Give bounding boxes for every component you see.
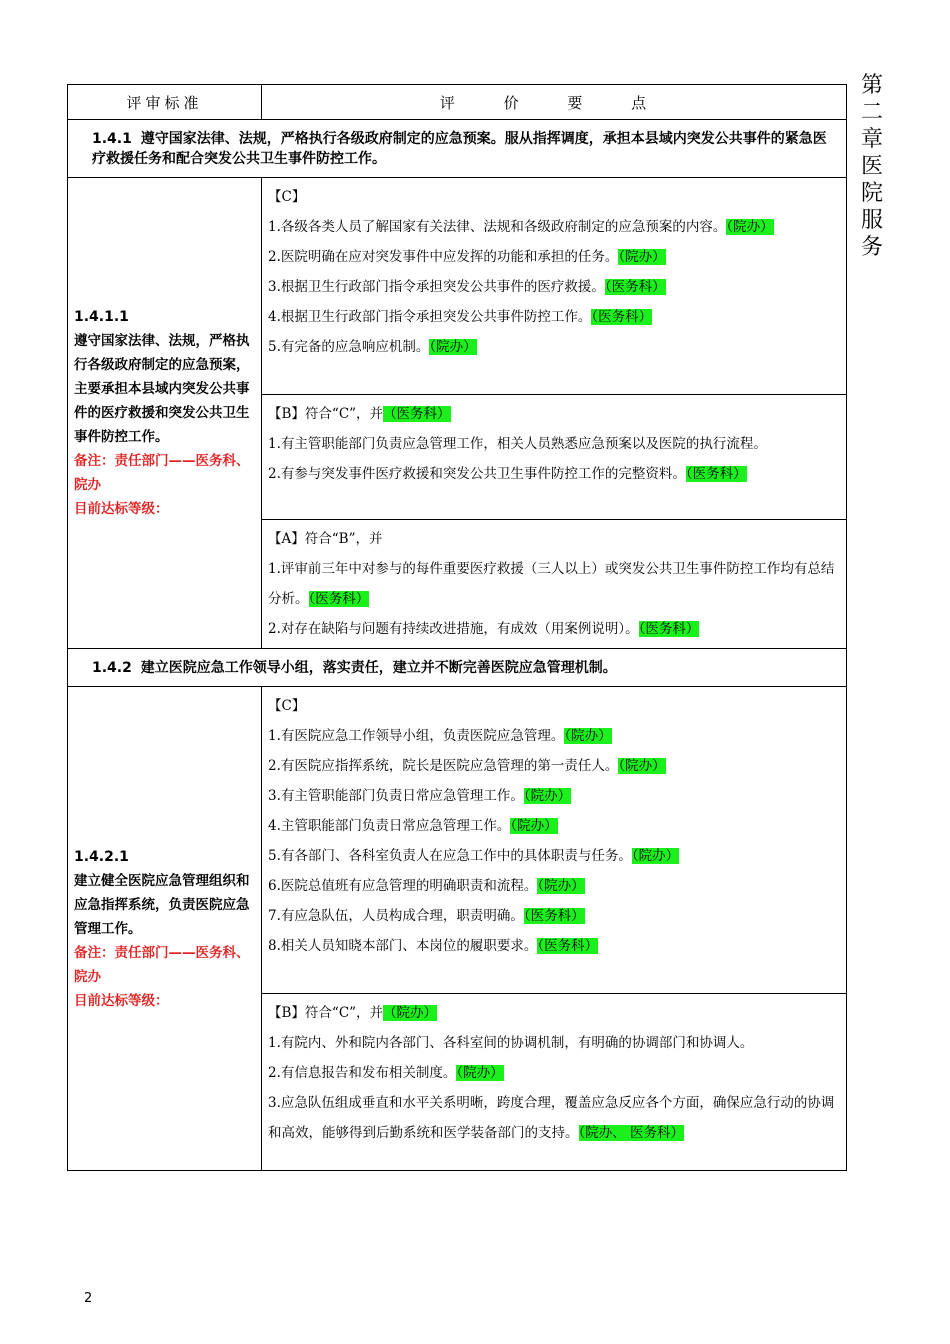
list-item: 2.医院明确在应对突发事件中应发挥的功能和承担的任务。（院办） [268, 249, 666, 265]
list-item: 2.有信息报告和发布相关制度。（院办） [268, 1065, 504, 1081]
list-item: 2.对存在缺陷与问题有持续改进措施，有成效（用案例说明）。（医务科） [268, 621, 700, 637]
dept-tag: （医务科） [685, 466, 747, 482]
dept-tag: （医务科） [638, 621, 700, 637]
dept-tag: （医务科） [308, 591, 370, 607]
page-number: 2 [84, 1291, 93, 1306]
standard-code: 1.4.2.1 [74, 848, 129, 865]
list-item: 6.医院总值班有应急管理的明确职责和流程。（院办） [268, 878, 585, 894]
standard-description: 遵守国家法律、法规，严格执行各级政府制定的应急预案，主要承担本县域内突发公共事件的医疗救援和突发公共卫生事件防控工作。 [74, 333, 250, 445]
dept-tag: （医务科） [604, 279, 666, 295]
list-item: 4.主管职能部门负责日常应急管理工作。（院办） [268, 818, 558, 834]
grade-b-cell [262, 994, 847, 1171]
dept-tag: （院办） [618, 758, 666, 774]
grade-b-cell [262, 395, 847, 520]
grade-heading: 【B】符合“C”，并（院办） [268, 1005, 438, 1021]
standard-description: 建立健全医院应急管理组织和应急指挥系统，负责医院应急管理工作。 [74, 872, 250, 937]
current-level-label: 目前达标等级： [74, 501, 169, 517]
dept-tag: （医务科） [591, 309, 653, 325]
header-standard: 评审标准 [68, 85, 262, 120]
dept-tag: （院办） [383, 1005, 438, 1021]
dept-tag: （院办） [523, 788, 572, 804]
section-1-4-1 [68, 120, 847, 178]
dept-tag: （医务科） [523, 908, 585, 924]
list-item: 5.有各部门、各科室负责人在应急工作中的具体职责与任务。（院办） [268, 848, 680, 864]
dept-tag: （医务科） [383, 406, 451, 422]
list-item: 3.应急队伍组成垂直和水平关系明晰，跨度合理，覆盖应急反应各个方面，确保应急行动的协调和高效，能够得到后勤系统和医学装备部门的支持。（院办、 医务科） [268, 1095, 835, 1141]
list-item: 4.根据卫生行政部门指令承担突发公共事件防控工作。（医务科） [268, 309, 653, 325]
dept-tag: （院办、 医务科） [578, 1125, 685, 1141]
dept-tag: （院办） [726, 219, 774, 235]
responsible-dept-note: 备注：责任部门——医务科、院办 [74, 453, 250, 493]
list-item: 1.各级各类人员了解国家有关法律、法规和各级政府制定的应急预案的内容。（院办） [268, 219, 774, 235]
header-evaluation: 评 价 要 点 [262, 85, 847, 120]
grade-c-cell [262, 687, 847, 994]
list-item: 5.有完备的应急响应机制。（院办） [268, 339, 477, 355]
dept-tag: （医务科） [537, 938, 599, 954]
list-item: 1.有院内、外和院内各部门、各科室间的协调机制，有明确的协调部门和协调人。 [268, 1035, 754, 1051]
section-number: 1.4.2 [92, 660, 132, 676]
section-row [68, 649, 847, 687]
grade-c-cell [262, 178, 847, 395]
current-level-label: 目前达标等级： [74, 992, 169, 1009]
grade-a-cell [262, 520, 847, 649]
dept-tag: （院办） [631, 848, 680, 864]
section-1-4-2 [68, 649, 847, 687]
list-item: 3.有主管职能部门负责日常应急管理工作。（院办） [268, 788, 572, 804]
standards-table [67, 84, 847, 1171]
list-item: 1.有主管职能部门负责应急管理工作，相关人员熟悉应急预案以及医院的执行流程。 [268, 436, 767, 452]
list-item: 7.有应急队伍，人员构成合理，职责明确。（医务科） [268, 908, 585, 924]
standard-cell-1-4-1-1 [68, 178, 262, 649]
table-row [68, 178, 847, 395]
section-row [68, 120, 847, 178]
list-item: 1.有医院应急工作领导小组，负责医院应急管理。（院办） [268, 728, 612, 744]
table-header-row [68, 85, 847, 120]
grade-heading: 【C】 [268, 189, 306, 205]
dept-tag: （院办） [429, 339, 477, 355]
dept-tag: （院办） [510, 818, 558, 834]
dept-tag: （院办） [456, 1065, 504, 1081]
list-item: 1.评审前三年中对参与的每件重要医疗救援（三人以上）或突发公共卫生事件防控工作均有总结分析。（医务科） [268, 561, 835, 607]
list-item: 3.根据卫生行政部门指令承担突发公共事件的医疗救援。（医务科） [268, 279, 666, 295]
dept-tag: （院办） [537, 878, 585, 894]
standard-code: 1.4.1.1 [74, 309, 129, 325]
grade-heading: 【C】 [268, 698, 306, 714]
responsible-dept-note: 备注：责任部门——医务科、院办 [74, 944, 250, 985]
chapter-side-title: 第二章医院服务 [860, 73, 883, 260]
list-item: 2.有医院应指挥系统，院长是医院应急管理的第一责任人。（院办） [268, 758, 666, 774]
grade-heading: 【B】符合“C”，并（医务科） [268, 406, 451, 422]
section-number: 1.4.1 [92, 131, 132, 147]
list-item: 8.相关人员知晓本部门、本岗位的履职要求。（医务科） [268, 938, 599, 954]
dept-tag: （院办） [618, 249, 666, 265]
dept-tag: （院办） [564, 728, 612, 744]
standard-cell-1-4-2-1 [68, 687, 262, 1171]
section-title: 建立医院应急工作领导小组，落实责任，建立并不断完善医院应急管理机制。 [140, 660, 617, 676]
section-title: 遵守国家法律、法规，严格执行各级政府制定的应急预案。服从指挥调度，承担本县域内突发公共事件的紧急医疗救援任务和配合突发公共卫生事件防控工作。 [92, 131, 827, 167]
table-row [68, 687, 847, 994]
list-item: 2.有参与突发事件医疗救援和突发公共卫生事件防控工作的完整资料。（医务科） [268, 466, 747, 482]
grade-heading: 【A】符合“B”，并 [268, 531, 383, 547]
